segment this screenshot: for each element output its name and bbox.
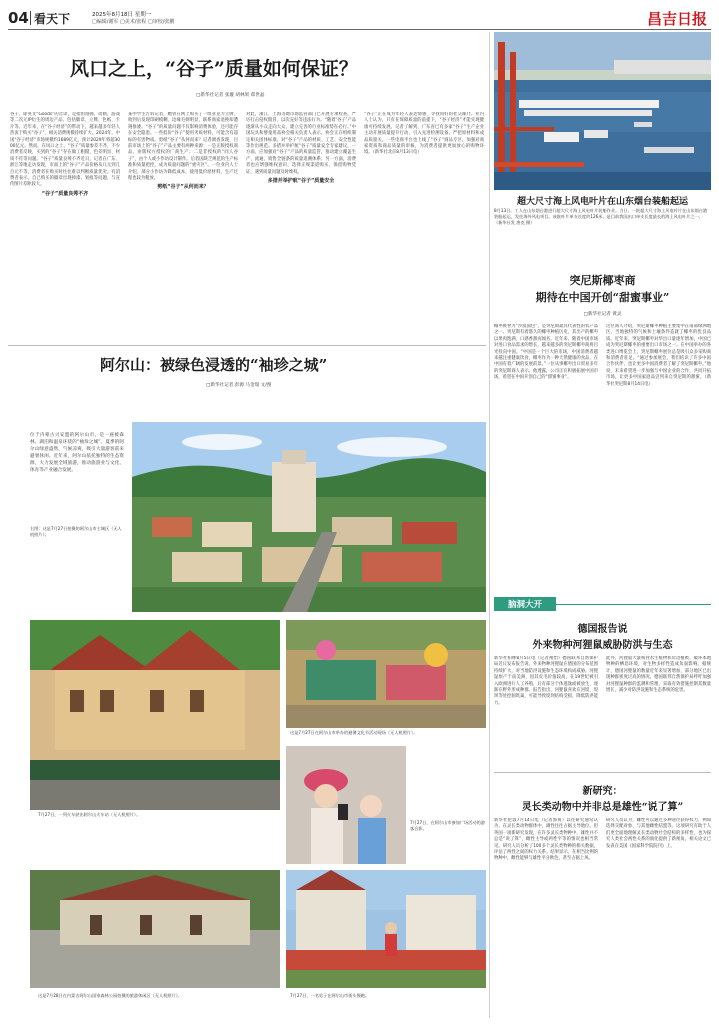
primate-title-1: 新研究： [582, 786, 623, 797]
aershan-city-illustration [132, 422, 486, 612]
primate-column-1: 新华社伦敦7月14日电（记者郭爽）以往研究通常认为，在灵长类动物群体中，雄性往往占据主导地位。但英国一项新研究发现，在许多灵长类物种中，雄性并不总是“说了算”，雌性主导或两性平等的情况也相当常见。研究人员分析了100多个灵长类物种的相关数据，评估了两性之间的权力关系。结果显示，在相当比例的物种中，雌性能够与雄性平分秋色，甚至占据上风。 [494, 818, 598, 862]
lead-text-1: 谷子，即英文“Goods”的音译，是指由漫画、动画、游戏等二次元IP衍生的周边产品，包括徽章、立牌、色纸、卡片等。近年来，在“谷子经济”的带动下，越来越多年轻人热衷于购买“谷子”，相关消费规模持续扩大。2024年，中国“谷子经济”市场规模约1689亿元，预计2029年将超3000亿元。然而，在风口之上，“谷子”质量参差不齐，不少消费者反映，买到的“谷子”存在做工粗糙、色差明显、材质不符等问题。“谷子”质量良莠不齐近日，记者在广东、浙江等地走访发现，市面上的“谷子”产品价格从几元到几百元不等，消费者在购买时往往难以判断质量优劣。有消费者表示，自己购买的徽章出现掉漆、划痕等问题，与宣传图片差距较大。 [10, 112, 120, 188]
aershan-feature [8, 350, 486, 1018]
section-tag [494, 597, 711, 611]
lead-title: 风口之上，“谷子”质量如何保证？ [70, 58, 358, 80]
date-palm-article [494, 272, 711, 592]
tourists-caption: 7月27日，在阿尔山市参加广场活动的游客合影。 [410, 820, 485, 831]
runner-photo [286, 870, 486, 988]
section-tag-line [556, 604, 711, 605]
runner-illustration [286, 870, 486, 988]
ship-caption-body: 8月13日，工人在山东烟台港进行超大尺寸海上风电叶片装船作业。当日，一批超大尺寸海上风电叶片在山东烟台港装船起运，发往海外风电项目。该批叶片单支长度约126米，是目前我国出口单支长度最长的海上风电叶片之一。 [494, 208, 708, 219]
nutria-title-1: 德国报告说 [577, 624, 628, 635]
masthead-logo: 昌吉日报 [646, 10, 707, 28]
primate-column-2: 研究人员认为，雌性可以通过多种途径获得权力，例如选择交配对象、与其他雌性结盟等。这项研究有助于人们更全面地理解灵长类动物社会结构的多样性，也为探究人类社会两性关系的演化提供了新视角。相关论文已发表在美国《国家科学院院刊》上。 [606, 818, 711, 849]
aershan-main-caption: 右图：这是7月27日拍摄的阿尔山市主城区（无人机照片）。 [30, 526, 122, 537]
primate-article [494, 778, 711, 1018]
date-palm-title-1: 突尼斯椰枣商 [569, 274, 636, 287]
lead-text-4: “谷子”正在成为年轻人表达情感、寻找同好的社交媒介。业内人士认为，只有在保障质量的前提下，“谷子经济”才能实现健康可持续发展。记者了解到，广东省已有多家“谷子”生产企业主动开展质量提升行动，引入先进检测设备，严把原材料和成品质量关。一些电商平台也上线了“谷子”商品专区，加强对商家资质和商品质量的审核，为消费者提供更加放心的购物环境。（新华社北京8月13日电） [364, 112, 484, 156]
tourists-photo [286, 746, 406, 864]
lead-subhead-1: “谷子”质量良莠不齐 [41, 190, 89, 197]
section-tag-label: 脑洞大开 [508, 600, 543, 610]
lead-text-3: 对此，浙江、上海等地市场监管部门已开展专项检查，严厉打击侵权假冒、以次充好等违法行为。“随着‘谷子’产品逐渐从小众走向大众，建立完善的行业标准势在必行。”中国玩具和婴童用品协会相关负责人表示，协会正在组织制定相关团体标准，对“谷子”产品的材质、工艺、安全性能等作出规范。多措并举护航“谷子”质量安全专家建议，一方面，应加强对“谷子”产品的质量监管，推动建立覆盖生产、流通、销售全链条的质量追溯体系；另一方面，消费者也应增强维权意识，选择正规渠道购买，保留购物凭证，遇到质量问题及时维权。 [246, 112, 356, 175]
forest-park-illustration [30, 870, 280, 988]
aershan-byline: □新华社记者 彭源 马金瑞 文/图 [206, 383, 272, 388]
lead-column-2 [128, 112, 238, 342]
aershan-city-photo [132, 422, 486, 612]
nutria-article [494, 618, 711, 768]
lead-subhead-3: 多措并举护航“谷子”质量安全 [267, 178, 335, 185]
date-palm-column-2: 这位商人介绍，突尼斯椰枣种植主要集中在南部绿洲地区，当地独特的气候和土壤条件造就了椰枣的优良品质。近年来，突尼斯椰枣对华出口量逐年增加，中国已成为突尼斯椰枣的重要出口市场之一。在中国举办的各类进口博览会上，突尼斯椰枣展位总是吸引众多采购商和消费者驻足。“通过参加展会，我们结识了许多中国合作伙伴，也让更多中国消费者了解了突尼斯椰枣。”他说，未来希望进一步加强与中国企业的合作，共同开拓市场，让更多中国家庭品尝到来自突尼斯的甜蜜。（新华社突尼斯8月14日电） [606, 324, 711, 387]
page-header [8, 7, 711, 29]
lead-article [8, 32, 486, 342]
page-number: 04 [8, 9, 29, 27]
ship-caption-title: 超大尺寸海上风电叶片在山东烟台装船起运 [516, 197, 688, 207]
primate-title-2: 灵长类动物中并非总是雄性“说了算” [521, 802, 684, 813]
lead-column-3 [246, 112, 356, 342]
parade-illustration [286, 620, 486, 728]
lead-subhead-2: 剪纸“谷子”从何而来？ [157, 184, 209, 191]
parade-photo [286, 620, 486, 728]
wind-blade-ship-photo [494, 32, 711, 190]
lead-column-4 [364, 112, 484, 342]
train-station-illustration [30, 620, 280, 810]
date-line: 2025年8月18日 星期一 [92, 12, 152, 18]
nutria-title-2: 外来物种河狸鼠威胁防洪与生态 [532, 640, 673, 651]
header-rule [8, 29, 711, 30]
ship-caption-credit: （新华社发 唐克 摄） [494, 220, 535, 225]
vertical-column-rule [489, 32, 490, 1018]
date-palm-column-1: 椰枣被誉为“沙漠面包”，是突尼斯最具代表性的农产品之一。突尼斯有着悠久的椰枣种植历史，其出产的椰枣以果肉饱满、口感香甜而闻名。近年来，随着中国市场对进口食品需求的增长，越来越多的突尼斯椰枣商将目光投向中国。“中国是一个巨大的市场，中国消费者越来越注重健康饮食，椰枣作为一种天然健康的食品，在中国有着广阔的发展前景。”一位从事椰枣出口贸易多年的突尼斯商人表示。他透露，公司正在积极拓展中国市场，希望在中国开创自己的“甜蜜事业”。 [494, 324, 598, 381]
train-caption: 7月27日，一列火车驶出阿尔山火车站（无人机照片）。 [38, 812, 141, 817]
date-palm-title-2: 期待在中国开创“甜蜜事业” [535, 291, 670, 304]
aershan-title: 阿尔山：被绿色浸透的“袖珍之城” [100, 356, 328, 374]
page-divider [30, 11, 31, 25]
nutria-column-1: 新华社柏林8月5日电（记者褚怡）德国联邦自然保护局近日发布报告说，外来物种河狸鼠在德国的分布范围持续扩大，对当地防洪设施和生态环境构成威胁。河狸鼠原产于南美洲，因其皮毛价值较高，在19世纪被引入欧洲进行人工养殖，后有部分个体逃逸或被放生，逐渐在野外形成种群。报告指出，河狸鼠喜欢在河堤、堤坝等处挖洞筑巢，可能导致堤坝结构受损，降低防洪能力。 [494, 656, 598, 706]
runner-caption: 7月27日，一名男子在阿尔山市街头慢跑。 [290, 993, 370, 998]
parade-caption: 这是7月27日在阿尔山市举办的避暑文化节活动现场（无人机照片）。 [290, 730, 418, 735]
wind-blade-ship-illustration [494, 32, 711, 190]
lead-text-2: 某中学生告诉记者，她曾在网上购买了一组亚克力立牌，收到后发现印刷模糊、边缘毛刺明显，联系商家退换却遭遇推诿。“谷子”的质量问题不仅影响消费体验，还可能存在安全隐患。一些低价“谷子”使用劣质材料，可能含有超标的有害物质。剪纸“谷子”从何而来？记者调查发现，目前市场上的“谷子”产品主要有两种来源：一是正版授权商品，由版权方授权的厂商生产；二是非授权的“同人谷子”，由个人或小作坊设计制作。后者因缺乏规范的生产标准和质量把控，成为质量问题的“重灾区”。一位业内人士介绍，部分小作坊为降低成本，使用低价原材料，生产过程也较为粗放。 [128, 112, 238, 182]
train-station-photo [30, 620, 280, 810]
lead-rule-bottom [8, 345, 486, 346]
lead-column-1 [10, 112, 120, 342]
lead-byline: □新华社记者 张璇 胡林果 郑世晶 [196, 93, 265, 98]
tourists-illustration [286, 746, 406, 864]
ship-caption-text [494, 208, 711, 252]
aershan-intro: 位于内蒙古兴安盟的阿尔山市，是一座被森林、湖泊和温泉环绕的“袖珍之城”。夏季的阿尔山绿意盎然，气候凉爽，吸引大量游客前来避暑休闲。近年来，阿尔山依托独特的生态资源，大力发展全域旅游，推动旅游业与文化、体育等产业融合发展。 [30, 433, 124, 473]
forest-park-photo [30, 870, 280, 988]
nutria-rule [494, 772, 711, 773]
forest-park-caption: 这是7月28日在内蒙古阿尔山国家森林公园拍摄的旅游休闲区（无人机照片）。 [38, 993, 183, 998]
section-name: 看天下 [34, 12, 71, 26]
editor-line: □编辑/谢军 □美术/张程 □审校/张鹏 [92, 19, 175, 25]
date-palm-byline: □新华社记者 黄灵 [583, 312, 622, 317]
nutria-column-2: 此外，河狸鼠大量啃食水生植物和岸边植被，破坏本地物种的栖息环境，对生物多样性造成负面影响。据统计，德国河狸鼠的数量近年来显著增加，部分地区已出现种群密度过高的情况。德国联邦自然保护局呼吁加强对河狸鼠种群的监测和管理，采取有效措施控制其数量增长，减少对防洪设施和生态系统的危害。 [606, 656, 711, 694]
aershan-intro-box [30, 432, 124, 554]
